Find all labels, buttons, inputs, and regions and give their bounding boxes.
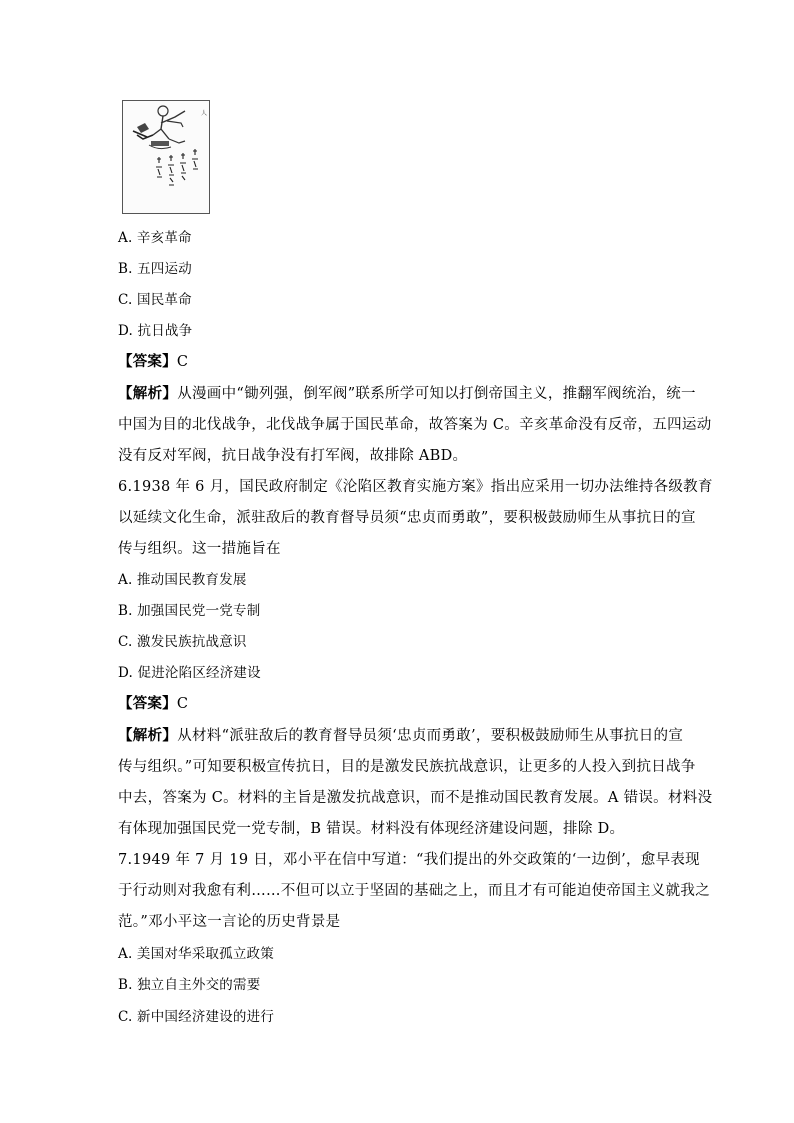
q6-option-c: C. 激发民族抗战意识 xyxy=(118,634,247,650)
question-text: 于行动则对我愈有利……不但可以立于坚固的基础之上，而且才有可能迫使帝国主义就我之 xyxy=(118,883,710,899)
question-text: 7.1949 年 7 月 19 日，邓小平在信中写道：“我们提出的外交政策的‘一边倒’，愈早表现 xyxy=(118,852,700,868)
analysis-text: 没有反对军阀，抗日战争没有打军阀，故排除 ABD。 xyxy=(118,448,468,464)
cartoon-drawing xyxy=(123,101,209,213)
q6-answer xyxy=(118,694,188,714)
svg-text:人: 人 xyxy=(201,110,208,117)
answer-label: 【答案】 xyxy=(118,353,177,370)
q6-analysis xyxy=(118,720,713,845)
q5-option-a: A. 辛亥革命 xyxy=(118,230,192,246)
q7-option-b: B. 独立自主外交的需要 xyxy=(118,977,261,993)
answer-value: C xyxy=(176,696,189,712)
analysis-text: 中国为目的北伐战争，北伐战争属于国民革命，故答案为 C。辛亥革命没有反帝，五四运动 xyxy=(118,417,712,433)
q5-analysis xyxy=(118,378,712,472)
analysis-text: 有体现加强国民党一党专制，B 错误。材料没有体现经济建设问题，排除 D。 xyxy=(118,821,625,837)
q5-option-c: C. 国民革命 xyxy=(118,292,192,308)
analysis-text: 从材料“派驻敌后的教育督导员须‘忠贞而勇敢’，要积极鼓励师生从事抗日的宣 xyxy=(177,728,684,744)
question-text: 以延续文化生命，派驻敌后的教育督导员须“忠贞而勇敢”，要积极鼓励师生从事抗日的宣 xyxy=(118,510,696,526)
analysis-text: 从漫画中“锄列强，倒军阀”联系所学可知以打倒帝国主义，推翻军阀统治，统一 xyxy=(177,386,696,402)
answer-label: 【答案】 xyxy=(118,695,177,712)
q6-option-d: D. 促进沦陷区经济建设 xyxy=(118,665,261,681)
analysis-text: 中去，答案为 C。材料的主旨是激发抗战意识，而不是推动国民教育发展。A 错误。材料没 xyxy=(118,790,713,806)
analysis-text: 传与组织。”可知要积极宣传抗日，目的是激发民族抗战意识，让更多的人投入到抗日战争 xyxy=(118,759,696,775)
q5-answer xyxy=(118,352,188,372)
answer-value: C xyxy=(176,354,189,370)
q6-stem xyxy=(118,472,713,565)
q7-option-c: C. 新中国经济建设的进行 xyxy=(118,1009,275,1025)
q7-stem xyxy=(118,845,710,938)
q5-option-d: D. 抗日战争 xyxy=(118,323,193,339)
question-text: 范。”邓小平这一言论的历史背景是 xyxy=(118,914,341,930)
analysis-label: 【解析】 xyxy=(118,385,178,402)
q6-option-a: A. 推动国民教育发展 xyxy=(118,572,247,588)
q7-option-a: A. 美国对华采取孤立政策 xyxy=(118,946,274,962)
question-text: 6.1938 年 6 月，国民政府制定《沦陷区教育实施方案》指出应采用一切办法维持各级教育 xyxy=(118,479,713,495)
analysis-label: 【解析】 xyxy=(118,727,178,744)
question-text: 传与组织。这一措施旨在 xyxy=(118,541,281,557)
q5-option-b: B. 五四运动 xyxy=(118,261,192,277)
q6-option-b: B. 加强国民党一党专制 xyxy=(118,603,261,619)
cartoon-image xyxy=(122,100,210,214)
